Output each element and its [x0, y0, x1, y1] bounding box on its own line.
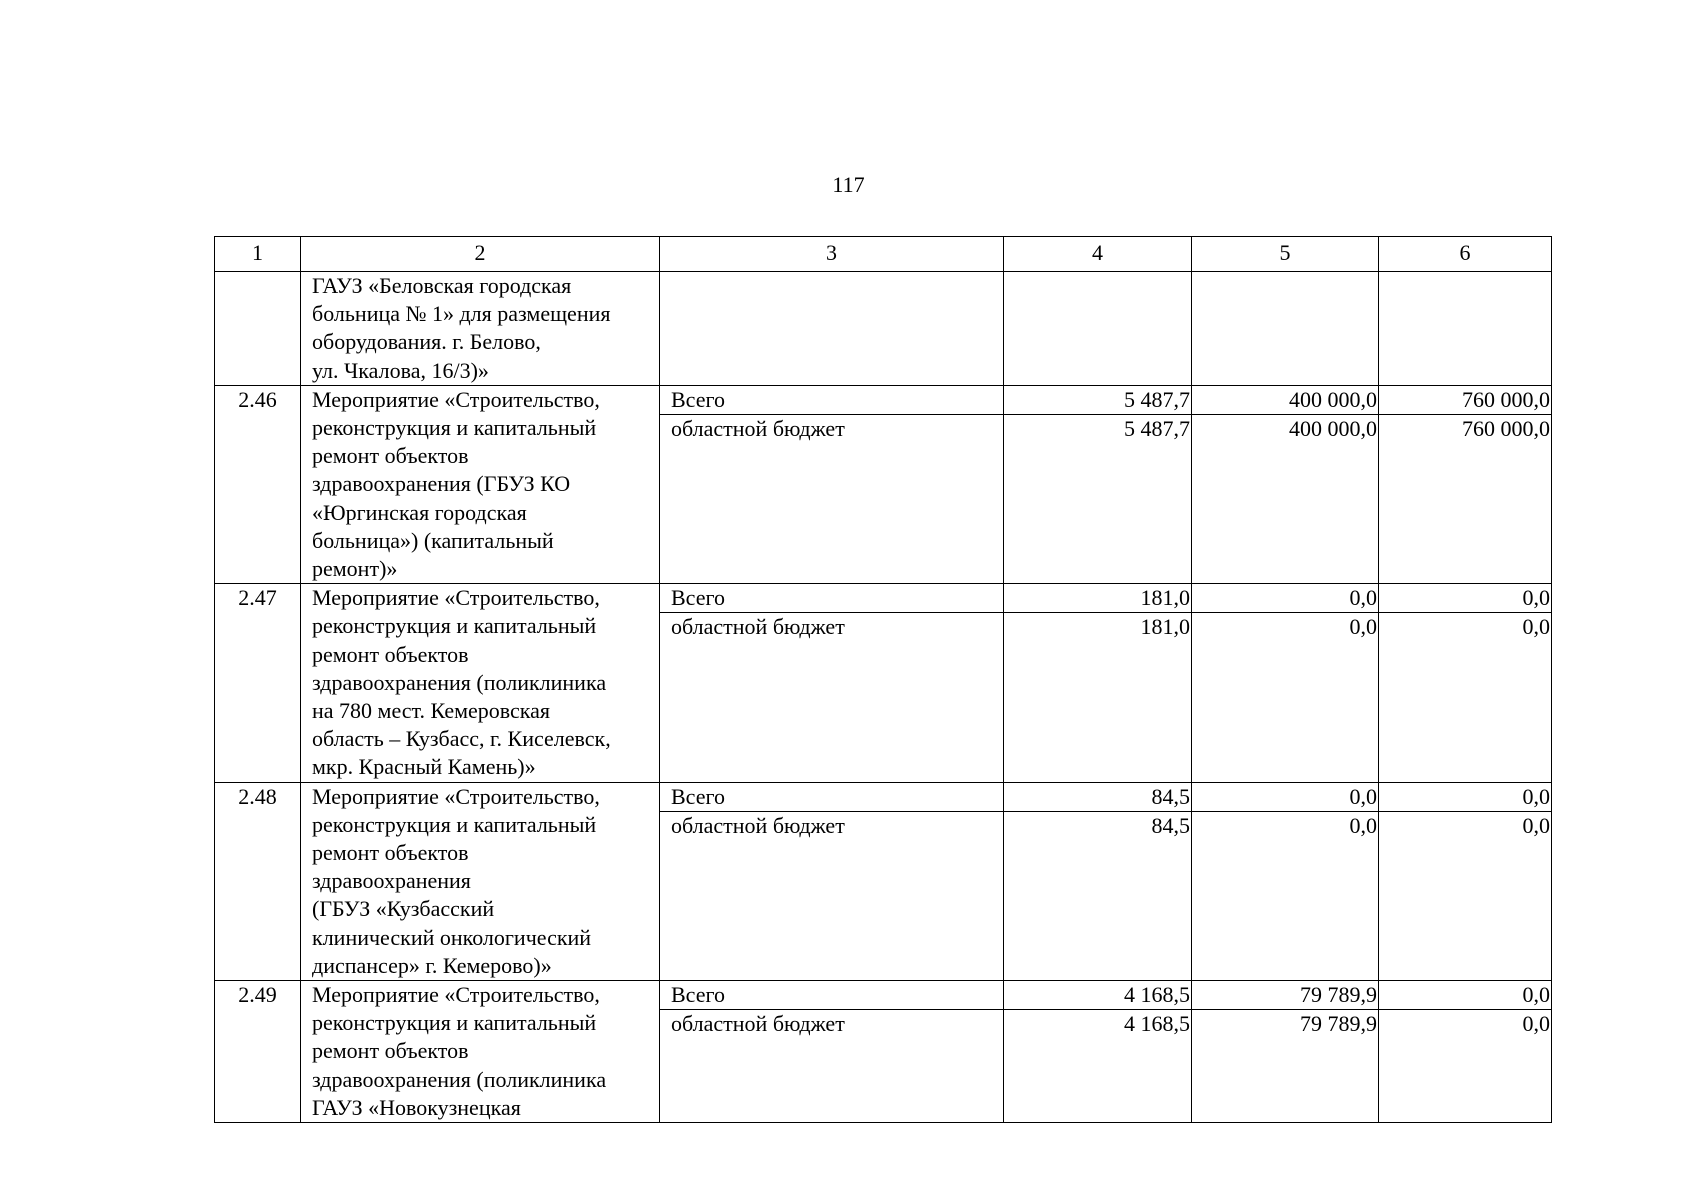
funding-source-regional: областной бюджет — [660, 1010, 1004, 1123]
regional-value-cell: 4 168,5 — [1004, 1010, 1192, 1123]
description-line: ГАУЗ «Беловская городская — [312, 273, 572, 298]
description-line: клинический онкологический — [312, 924, 592, 950]
description-line: на 780 мест. Кемеровская — [312, 698, 551, 724]
regional-value-cell: 0,0 — [1379, 1010, 1552, 1123]
column-header: 4 — [1004, 237, 1192, 272]
description-cell — [301, 272, 660, 386]
description-cell — [301, 385, 660, 583]
description-line: здравоохранения (поликлиника — [312, 1066, 607, 1092]
description-cell — [301, 981, 660, 1123]
description-line: ремонт объектов — [312, 641, 469, 667]
description-line: здравоохранения (поликлиника — [312, 669, 607, 695]
description-cell — [301, 782, 660, 980]
description-line: диспансер» г. Кемерово)» — [312, 952, 552, 978]
description-line: реконструкция и капитальный — [312, 613, 597, 639]
description-line: больница») (капитальный — [312, 527, 554, 553]
table-row — [215, 782, 1552, 811]
funding-source-regional: областной бюджет — [660, 415, 1004, 584]
description-line: ремонт)» — [312, 556, 398, 582]
description-line: Мероприятие «Строительство, — [312, 982, 600, 1008]
description-line: Мероприятие «Строительство, — [312, 585, 600, 611]
description-line: Мероприятие «Строительство, — [312, 386, 600, 412]
total-value-cell: 4 168,5 — [1004, 981, 1192, 1010]
table-header-row — [215, 237, 1552, 272]
total-value-cell: 760 000,0 — [1379, 385, 1552, 414]
description-line: оборудования. г. Белово, — [312, 329, 541, 355]
row-number-cell: 2.49 — [215, 981, 301, 1123]
description-line: ремонт объектов — [312, 1038, 469, 1064]
row-number-cell — [215, 272, 301, 386]
regional-value-cell: 0,0 — [1379, 613, 1552, 782]
regional-value-cell: 0,0 — [1192, 613, 1379, 782]
regional-value-cell: 181,0 — [1004, 613, 1192, 782]
regional-value-cell: 79 789,9 — [1192, 1010, 1379, 1123]
table-row — [215, 584, 1552, 613]
regional-value-cell: 400 000,0 — [1192, 415, 1379, 584]
total-value-cell: 0,0 — [1192, 782, 1379, 811]
page-number: 117 — [832, 172, 865, 197]
description-line: ремонт объектов — [312, 840, 469, 866]
column-header: 2 — [301, 237, 660, 272]
value-cell — [1192, 272, 1379, 386]
total-value-cell: 0,0 — [1379, 981, 1552, 1010]
column-header: 5 — [1192, 237, 1379, 272]
total-value-cell: 0,0 — [1192, 584, 1379, 613]
description-line: реконструкция и капитальный — [312, 1010, 597, 1036]
description-line: реконструкция и капитальный — [312, 811, 597, 837]
description-line: ремонт объектов — [312, 443, 469, 469]
description-line: ул. Чкалова, 16/3)» — [312, 357, 489, 383]
funding-source-total: Всего — [660, 584, 1004, 613]
funding-source-regional: областной бюджет — [660, 613, 1004, 782]
row-number-cell: 2.48 — [215, 782, 301, 980]
regional-value-cell: 84,5 — [1004, 811, 1192, 980]
description-cell — [301, 584, 660, 782]
row-number-cell: 2.47 — [215, 584, 301, 782]
funding-source-regional: областной бюджет — [660, 811, 1004, 980]
total-value-cell: 181,0 — [1004, 584, 1192, 613]
funding-source-total: Всего — [660, 782, 1004, 811]
row-number-cell: 2.46 — [215, 385, 301, 583]
total-value-cell: 0,0 — [1379, 782, 1552, 811]
column-header: 6 — [1379, 237, 1552, 272]
total-value-cell: 84,5 — [1004, 782, 1192, 811]
funding-source-total: Всего — [660, 385, 1004, 414]
column-header: 1 — [215, 237, 301, 272]
total-value-cell: 5 487,7 — [1004, 385, 1192, 414]
regional-value-cell: 0,0 — [1379, 811, 1552, 980]
regional-value-cell: 0,0 — [1192, 811, 1379, 980]
budget-table — [214, 236, 1552, 1123]
total-value-cell: 0,0 — [1379, 584, 1552, 613]
regional-value-cell: 5 487,7 — [1004, 415, 1192, 584]
value-cell — [1004, 272, 1192, 386]
value-cell — [1379, 272, 1552, 386]
description-line: здравоохранения — [312, 868, 471, 894]
total-value-cell: 400 000,0 — [1192, 385, 1379, 414]
description-line: «Юргинская городская — [312, 499, 527, 525]
total-value-cell: 79 789,9 — [1192, 981, 1379, 1010]
description-line: реконструкция и капитальный — [312, 415, 597, 441]
description-line: больница № 1» для размещения — [312, 301, 611, 327]
table-row — [215, 385, 1552, 414]
funding-source-total: Всего — [660, 981, 1004, 1010]
description-line: ГАУЗ «Новокузнецкая — [312, 1094, 521, 1120]
description-line: мкр. Красный Камень)» — [312, 754, 536, 780]
description-line: Мероприятие «Строительство, — [312, 783, 600, 809]
description-line: здравоохранения (ГБУЗ КО — [312, 471, 571, 497]
funding-source-cell — [660, 272, 1004, 386]
regional-value-cell: 760 000,0 — [1379, 415, 1552, 584]
description-line: (ГБУЗ «Кузбасский — [312, 896, 495, 922]
table-row — [215, 981, 1552, 1010]
continuation-row — [215, 272, 1552, 386]
column-header: 3 — [660, 237, 1004, 272]
description-line: область – Кузбасс, г. Киселевск, — [312, 726, 611, 752]
